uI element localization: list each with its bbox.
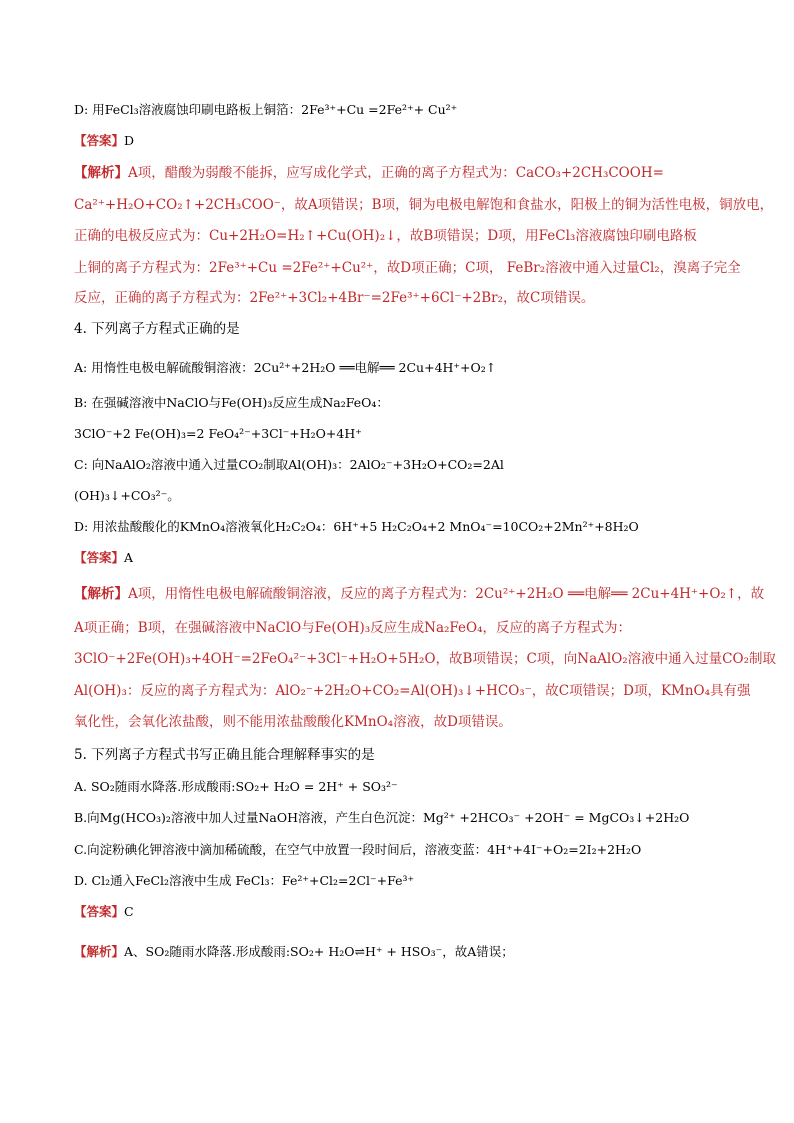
q3-analysis-line-1 xyxy=(74,163,734,183)
answer-tag: 【答案】 xyxy=(74,550,125,565)
q4-option-b-equation: 3ClO⁻+2 Fe(OH)₃=2 FeO₄²⁻+3Cl⁻+H₂O+4H⁺ xyxy=(74,426,362,441)
q5-option-c: C.向淀粉碘化钾溶液中滴加稀硫酸，在空气中放置一段时间后，溶液变蓝：4H⁺+4I⁻+O₂=2I₂+2H₂O xyxy=(74,842,642,857)
answer-tag: 【答案】 xyxy=(74,904,125,919)
q4-analysis-line-3: 3ClO⁻+2Fe(OH)₃+4OH⁻=2FeO₄²⁻+3Cl⁻+H₂O+5H₂O，故B项错误；C项，向NaAlO₂溶液中通入过量CO₂制取 xyxy=(74,651,776,667)
q3-analysis-line-3: 正确的电极反应式为：Cu+2H₂O=H₂↑+Cu(OH)₂↓，故B项错误；D项，用FeCl₃溶液腐蚀印刷电路板 xyxy=(74,228,697,244)
q4-answer xyxy=(74,548,734,568)
q4-option-a: A: 用惰性电极电解硫酸铜溶液：2Cu²⁺+2H₂O ══电解══ 2Cu+4H⁺+O₂↑ xyxy=(74,360,497,375)
analysis-tag: 【解析】 xyxy=(74,944,125,959)
analysis-text: A项，醋酸为弱酸不能拆，应写成化学式，正确的离子方程式为：CaCO₃+2CH₃COOH= xyxy=(128,165,664,181)
answer-value: C xyxy=(124,904,134,919)
q4-option-b: B: 在强碱溶液中NaClO与Fe(OH)₃反应生成Na₂FeO₄： xyxy=(74,395,389,410)
q5-analysis-line-1 xyxy=(74,942,734,962)
answer-value: D xyxy=(124,133,135,148)
q3-analysis-line-5: 反应，正确的离子方程式为：2Fe²⁺+3Cl₂+4Br⁻=2Fe³⁺+6Cl⁻+2Br₂，故C项错误。 xyxy=(74,290,595,306)
q4-option-c-cont: (OH)₃↓+CO₃²⁻。 xyxy=(74,488,180,503)
analysis-text: A项，用惰性电极电解硫酸铜溶液，反应的离子方程式为：2Cu²⁺+2H₂O ══电解══ 2Cu+4H⁺+O₂↑，故 xyxy=(128,586,765,602)
q4-analysis-line-1 xyxy=(74,584,765,604)
q3-analysis-line-4: 上铜的离子方程式为：2Fe³⁺+Cu =2Fe²⁺+Cu²⁺，故D项正确；C项， FeBr₂溶液中通入过量Cl₂，溴离子完全 xyxy=(74,260,741,276)
q5-option-a: A. SO₂随雨水降落.形成酸雨:SO₂+ H₂O = 2H⁺ + SO₃²⁻ xyxy=(74,779,398,794)
q4-stem: 4. 下列离子方程式正确的是 xyxy=(74,321,240,337)
q5-answer xyxy=(74,902,734,922)
answer-value: A xyxy=(124,550,134,565)
analysis-text: A、SO₂随雨水降落.形成酸雨:SO₂+ H₂O⇌H⁺ + HSO₃⁻，故A错误； xyxy=(124,944,514,959)
analysis-tag: 【解析】 xyxy=(74,165,128,181)
q3-analysis-line-2: Ca²⁺+H₂O+CO₂↑+2CH₃COO⁻，故A项错误；B项，铜为电极电解饱和食盐水，阳极上的铜为活性电极，铜放电， xyxy=(74,197,774,213)
q5-option-b: B.向Mg(HCO₃)₂溶液中加人过量NaOH溶液，产生白色沉淀：Mg²⁺ +2HCO₃⁻ +2OH⁻ = MgCO₃↓+2H₂O xyxy=(74,810,690,825)
analysis-tag: 【解析】 xyxy=(74,586,128,602)
q3-option-d: D: 用FeCl₃溶液腐蚀印刷电路板上铜箔：2Fe³⁺+Cu =2Fe²⁺+ Cu²⁺ xyxy=(74,102,458,117)
q4-analysis-line-5: 氧化性，会氧化浓盐酸，则不能用浓盐酸酸化KMnO₄溶液，故D项错误。 xyxy=(74,714,512,730)
q5-stem: 5. 下列离子方程式书写正确且能合理解释事实的是 xyxy=(74,747,375,763)
answer-tag: 【答案】 xyxy=(74,133,125,148)
q5-option-d: D. Cl₂通入FeCl₂溶液中生成 FeCl₃：Fe²⁺+Cl₂=2Cl⁻+Fe³⁺ xyxy=(74,873,415,888)
q3-answer xyxy=(74,131,734,151)
q4-option-c: C: 向NaAlO₂溶液中通入过量CO₂制取Al(OH)₃：2AlO₂⁻+3H₂O+CO₂=2Al xyxy=(74,457,504,472)
q4-option-d: D: 用浓盐酸酸化的KMnO₄溶液氧化H₂C₂O₄：6H⁺+5 H₂C₂O₄+2 MnO₄⁻=10CO₂+2Mn²⁺+8H₂O xyxy=(74,519,639,534)
q4-analysis-line-4: Al(OH)₃：反应的离子方程式为：AlO₂⁻+2H₂O+CO₂=Al(OH)₃↓+HCO₃⁻，故C项错误；D项，KMnO₄具有强 xyxy=(74,683,751,699)
q4-analysis-line-2: A项正确；B项，在强碱溶液中NaClO与Fe(OH)₃反应生成Na₂FeO₄，反应的离子方程式为： xyxy=(74,620,632,636)
